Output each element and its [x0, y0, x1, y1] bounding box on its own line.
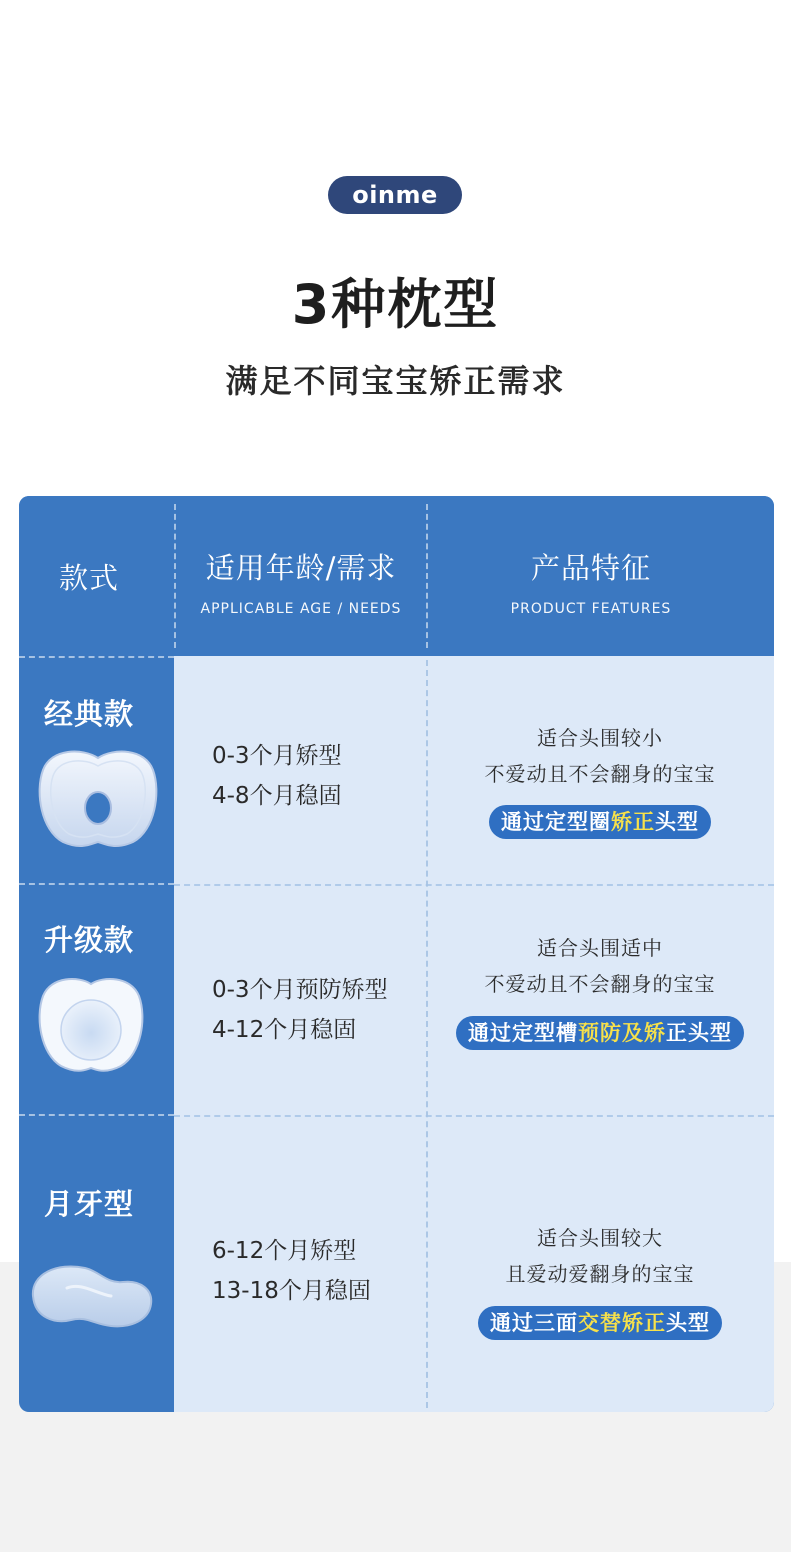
column-header-style — [19, 556, 159, 597]
row-name-classic: 经典款 — [43, 697, 134, 731]
age-line: 6-12个月矫型 — [212, 1238, 357, 1264]
badge-wrap-crescent — [428, 1306, 772, 1340]
column-header-features-label: 产品特征 — [530, 551, 651, 585]
row-divider — [174, 884, 774, 886]
age-needs-classic — [212, 736, 342, 816]
badge-wrap-upgraded — [428, 1016, 772, 1050]
column-header-features — [428, 546, 754, 617]
page-subtitle: 满足不同宝宝矫正需求 — [225, 362, 566, 400]
apple-groove-pillow-icon — [35, 974, 147, 1078]
age-line: 13-18个月稳固 — [212, 1278, 371, 1304]
row-divider — [19, 656, 174, 658]
features-upgraded — [428, 930, 772, 1002]
apple-pillow-icon — [33, 744, 163, 854]
page-title: 3种枕型 — [291, 273, 500, 336]
feature-line: 适合头围适中 — [537, 936, 663, 960]
column-header-style-label: 款式 — [58, 561, 119, 595]
age-line: 0-3个月矫型 — [212, 743, 342, 769]
feature-line: 适合头围较小 — [537, 726, 663, 750]
feature-badge-crescent: 通过三面交替矫正头型 — [478, 1306, 722, 1340]
column-header-age-label: 适用年龄/需求 — [205, 551, 397, 585]
row-divider — [19, 883, 174, 885]
feature-line: 适合头围较大 — [537, 1226, 663, 1250]
age-line: 4-12个月稳固 — [212, 1017, 357, 1043]
comparison-table — [19, 496, 774, 1412]
age-line: 0-3个月预防矫型 — [212, 977, 388, 1003]
crescent-pillow-icon — [27, 1254, 157, 1334]
feature-badge-upgraded: 通过定型槽预防及矫正头型 — [456, 1016, 744, 1050]
feature-line: 不爱动且不会翻身的宝宝 — [484, 762, 716, 786]
column-header-age — [176, 546, 426, 617]
brand-logo: oinme — [328, 176, 462, 214]
column-header-features-en: PRODUCT FEATURES — [510, 601, 672, 617]
features-crescent — [428, 1220, 772, 1292]
feature-badge-classic: 通过定型圈矫正头型 — [489, 805, 711, 839]
column-header-age-en: APPLICABLE AGE / NEEDS — [200, 601, 402, 617]
badge-wrap-classic — [428, 805, 772, 839]
features-classic — [428, 720, 772, 792]
row-divider — [174, 1115, 774, 1117]
age-needs-crescent — [212, 1231, 371, 1311]
age-needs-upgraded — [212, 970, 388, 1050]
feature-line: 且爱动爱翻身的宝宝 — [505, 1262, 695, 1286]
row-divider — [19, 1114, 174, 1116]
row-name-crescent: 月牙型 — [43, 1187, 134, 1221]
age-line: 4-8个月稳固 — [212, 783, 342, 809]
row-name-upgraded: 升级款 — [43, 923, 134, 957]
feature-line: 不爱动且不会翻身的宝宝 — [484, 972, 716, 996]
